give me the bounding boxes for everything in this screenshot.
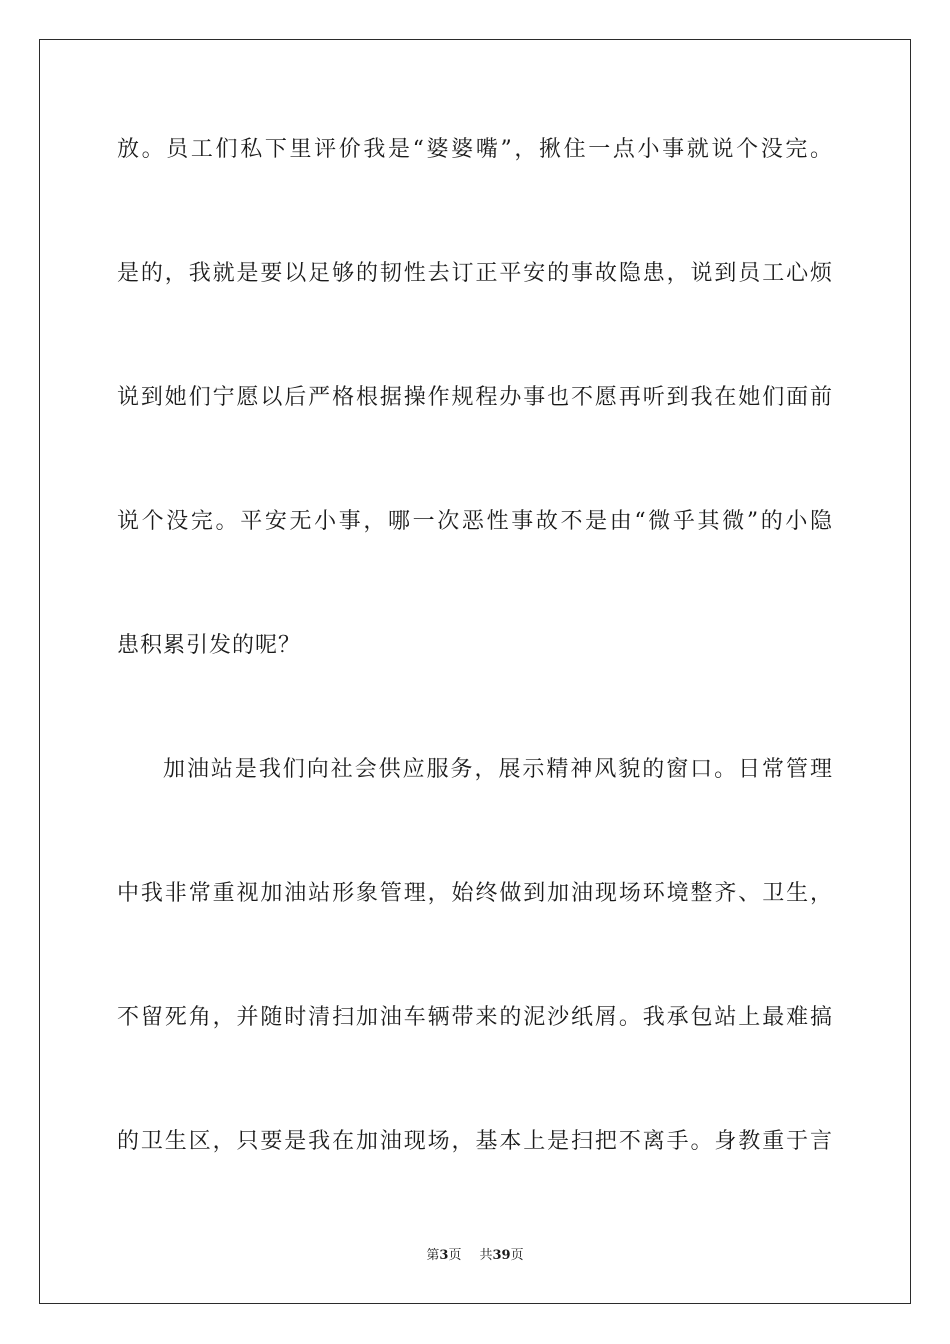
text-line-6: 加油站是我们向社会供应服务，展示精神风貌的窗口。日常管理 bbox=[163, 757, 833, 782]
total-page-count: 39 bbox=[492, 1248, 511, 1263]
text-line-7: 中我非常重视加油站形象管理，始终做到加油现场环境整齐、卫生， bbox=[117, 881, 833, 906]
total-pages-prefix: 共 bbox=[479, 1248, 493, 1263]
text-line-9: 的卫生区，只要是我在加油现场，基本上是扫把不离手。身教重于言 bbox=[117, 1129, 833, 1154]
page-number-suffix: 页 bbox=[448, 1248, 462, 1263]
text-line-3: 说到她们宁愿以后严格根据操作规程办事也不愿再听到我在她们面前 bbox=[117, 385, 833, 410]
current-page-number: 3 bbox=[439, 1248, 449, 1263]
text-line-1: 放。员工们私下里评价我是“婆婆嘴”，揪住一点小事就说个没完。 bbox=[117, 137, 833, 162]
text-line-2: 是的，我就是要以足够的韧性去订正平安的事故隐患，说到员工心烦 bbox=[117, 261, 833, 286]
page-footer bbox=[0, 1244, 950, 1263]
text-line-8: 不留死角，并随时清扫加油车辆带来的泥沙纸屑。我承包站上最难搞 bbox=[117, 1005, 833, 1030]
page-border bbox=[39, 39, 911, 1304]
page-number-prefix: 第 bbox=[426, 1248, 440, 1263]
total-pages-suffix: 页 bbox=[510, 1248, 524, 1263]
text-line-4: 说个没完。平安无小事，哪一次恶性事故不是由“微乎其微”的小隐 bbox=[117, 509, 833, 534]
text-line-5: 患积累引发的呢？ bbox=[117, 633, 302, 658]
